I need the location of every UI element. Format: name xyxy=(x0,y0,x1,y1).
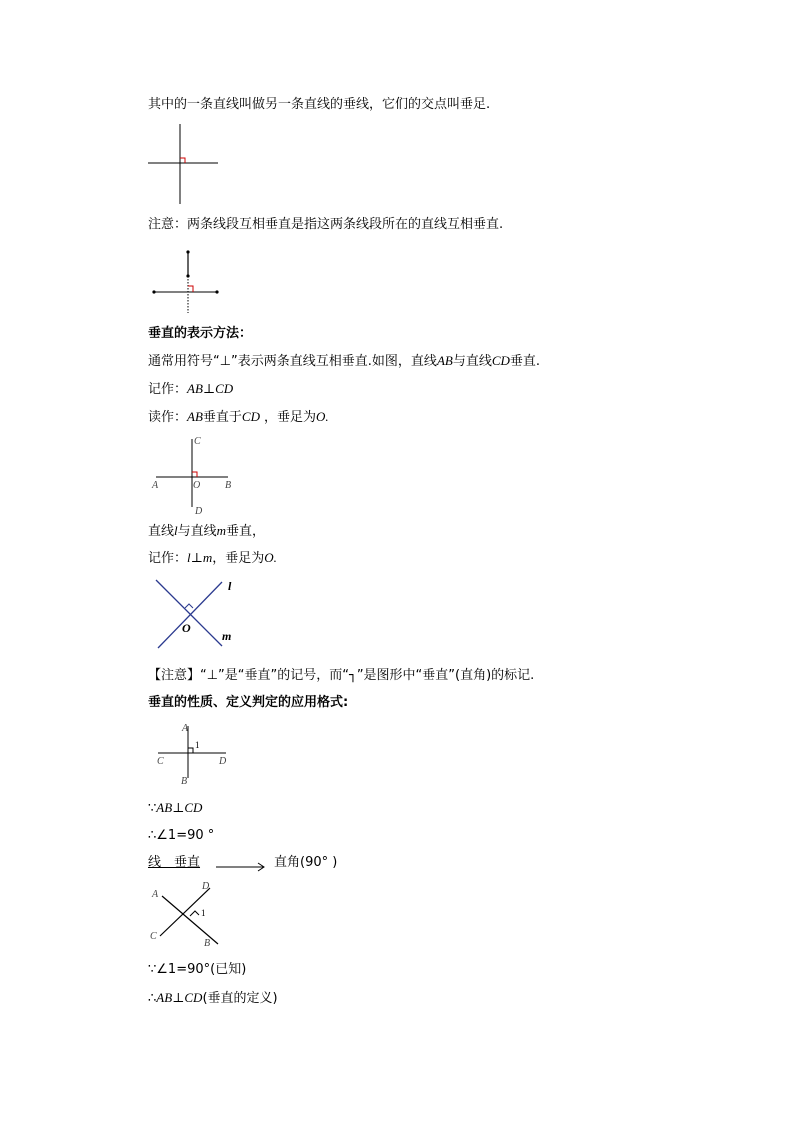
text-part: 通常用符号“⊥”表示两条直线互相垂直.如图，直线 xyxy=(148,354,437,369)
label-a: A xyxy=(182,723,189,734)
text-because-angle-90: ∵∠1=90°(已知) xyxy=(148,962,247,977)
figure-perpendicular-segments xyxy=(150,249,222,315)
text-part: AB xyxy=(187,409,203,424)
text-therefore-angle-90: ∴∠1=90 ° xyxy=(148,828,215,843)
figure-ab-perp-cd xyxy=(150,435,234,517)
text-part: 与直线 xyxy=(452,354,492,369)
text-part: CD xyxy=(241,409,260,424)
text-part: l xyxy=(174,523,178,538)
label-b: B xyxy=(225,480,232,491)
figure-oblique-cross xyxy=(146,878,226,950)
text-part: O. xyxy=(316,409,329,424)
text-part: 读作： xyxy=(148,410,188,425)
section-heading-application: 垂直的性质、定义判定的应用格式: xyxy=(148,695,349,710)
text-therefore-perp-definition xyxy=(148,990,278,1007)
text-right-angle-90: 直角(90° ) xyxy=(274,855,338,870)
right-angle-mark xyxy=(188,286,193,292)
label-angle-1: 1 xyxy=(195,740,200,750)
text-part: AB⊥CD xyxy=(156,800,203,815)
right-angle-mark xyxy=(185,604,193,608)
text-part: 与直线 xyxy=(177,524,217,539)
text-part: CD xyxy=(491,353,510,368)
text-part: 垂直， xyxy=(226,524,266,539)
arrow-icon xyxy=(216,862,268,872)
text-part: 垂直于 xyxy=(202,410,242,425)
label-c: C xyxy=(157,756,164,767)
figure-perpendicular-lines xyxy=(146,122,222,208)
right-angle-mark xyxy=(180,158,185,163)
figure-l-perp-m xyxy=(150,574,240,654)
text-part: 垂直. xyxy=(509,354,541,369)
text-perpendicular-definition: 其中的一条直线叫做另一条直线的垂线，它们的交点叫垂足. xyxy=(148,97,491,112)
section-heading-notation: 垂直的表示方法： xyxy=(148,326,253,341)
text-part: AB⊥CD xyxy=(187,381,234,396)
text-written-l-perp-m xyxy=(148,550,277,567)
text-part: 记作： xyxy=(148,382,188,397)
text-read-as xyxy=(148,409,329,426)
label-angle-1: 1 xyxy=(201,908,206,918)
figure-angle-1-cross xyxy=(150,720,234,788)
text-part: (垂直的定义) xyxy=(202,991,278,1006)
right-angle-mark xyxy=(190,911,199,916)
label-c: C xyxy=(194,436,201,447)
text-segment-note: 注意：两条线段互相垂直是指这两条线段所在的直线互相垂直. xyxy=(148,217,504,232)
text-part: ，垂足为 xyxy=(212,551,265,566)
label-b: B xyxy=(204,938,211,949)
text-part: ∵ xyxy=(148,801,157,816)
text-part: ，垂足为 xyxy=(263,410,316,425)
right-angle-mark xyxy=(188,748,193,753)
label-o: O xyxy=(193,480,201,491)
right-angle-mark xyxy=(192,472,197,477)
label-d: D xyxy=(195,506,203,517)
text-part: AB xyxy=(436,353,453,368)
text-line-perp: 线 垂直 xyxy=(148,855,201,870)
label-c: C xyxy=(150,931,157,942)
text-line-l-m xyxy=(148,523,265,540)
text-part: AB⊥CD xyxy=(156,990,203,1005)
label-d: D xyxy=(219,756,227,767)
text-part: 直线 xyxy=(148,524,175,539)
text-symbol-note: 【注意】“⊥”是“垂直”的记号，而“┐”是图形中“垂直”(直角)的标记. xyxy=(148,668,535,683)
label-l: l xyxy=(228,579,232,593)
label-a: A xyxy=(152,889,159,900)
label-d: D xyxy=(202,881,210,892)
text-part: ∴ xyxy=(148,991,157,1006)
text-part: l⊥m xyxy=(187,550,213,565)
label-o: O xyxy=(182,621,191,635)
label-m: m xyxy=(222,629,232,643)
label-a: A xyxy=(152,480,159,491)
text-part: O. xyxy=(264,550,277,565)
text-because-ab-perp-cd xyxy=(148,800,202,817)
text-part: m xyxy=(216,523,227,538)
text-notation-explain xyxy=(148,353,540,370)
text-part: 记作： xyxy=(148,551,188,566)
label-b: B xyxy=(181,776,188,787)
text-written-as xyxy=(148,381,233,398)
